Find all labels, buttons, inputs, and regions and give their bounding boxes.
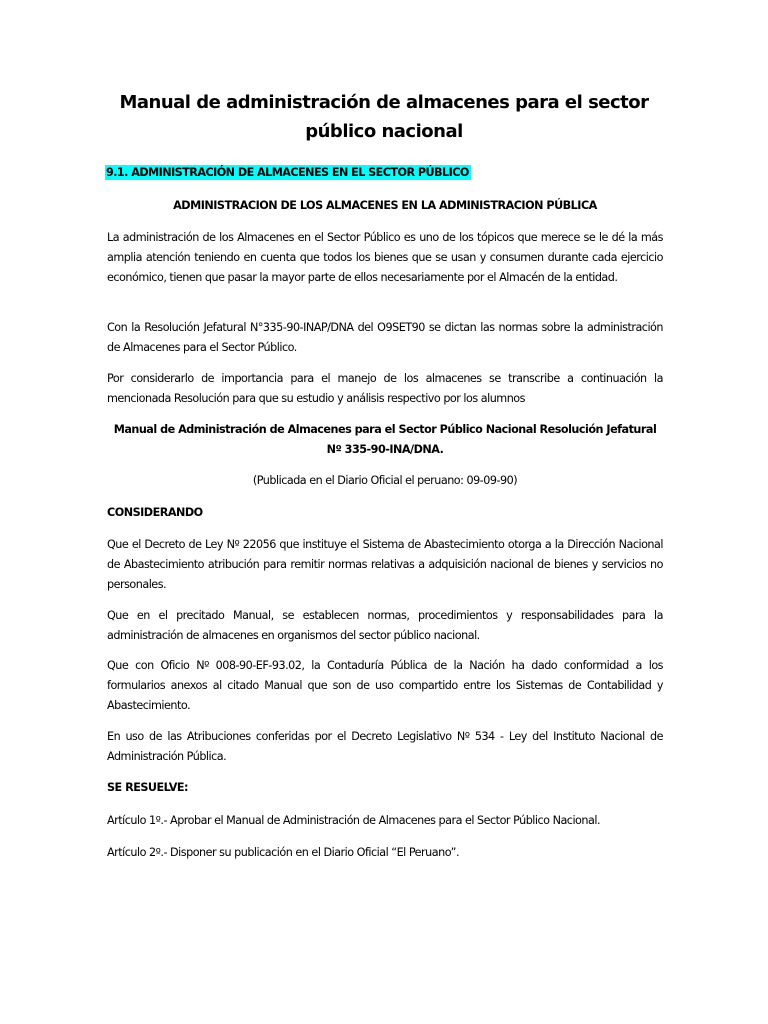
considerando-paragraph-3: Que con Oficio Nº 008-90-EF-93.02, la Contaduría Pública de la Nación ha dado conformidad a los formularios anexos al citado Manual que son de uso compartido entre los Sistemas de Contabilidad y Abastecimiento. bbox=[107, 659, 663, 712]
resolution-title: Manual de Administración de Almacenes para el Sector Público Nacional Resolución Jefatural Nº 335-90-INA/DNA. bbox=[113, 423, 657, 456]
section-heading-highlight: 9.1. ADMINISTRACIÓN DE ALMACENES EN EL SECTOR PÚBLICO bbox=[106, 166, 469, 179]
article-1: Artículo 1º.- Aprobar el Manual de Administración de Almacenes para el Sector Público Nacional. bbox=[107, 814, 601, 827]
se-resuelve-label: SE RESUELVE: bbox=[107, 781, 188, 794]
subheading: ADMINISTRACION DE LOS ALMACENES EN LA ADMINISTRACION PÚBLICA bbox=[173, 199, 597, 212]
publication-note: (Publicada en el Diario Oficial el peruano: 09-09-90) bbox=[252, 474, 518, 487]
considerando-paragraph-2: Que en el precitado Manual, se establecen normas, procedimientos y responsabilidades para la administración de almacenes en organismos del sector público nacional. bbox=[107, 609, 663, 642]
considerando-paragraph-4: En uso de las Atribuciones conferidas por el Decreto Legislativo Nº 534 - Ley del Instituto Nacional de Administración Pública. bbox=[107, 730, 663, 763]
article-2: Artículo 2º.- Disponer su publicación en el Diario Oficial “El Peruano”. bbox=[107, 846, 459, 859]
section-heading bbox=[105, 164, 471, 182]
considerando-paragraph-1: Que el Decreto de Ley Nº 22056 que instituye el Sistema de Abastecimiento otorga a la Dirección Nacional de Abastecimiento atribución para remitir normas relativas a adquisición nacional de bienes y servicios no personales. bbox=[107, 538, 663, 591]
document-title: Manual de administración de almacenes para el sector público nacional bbox=[119, 92, 649, 142]
considerando-label: CONSIDERANDO bbox=[107, 506, 203, 519]
intro-paragraph-3: Por considerarlo de importancia para el manejo de los almacenes se transcribe a continuación la mencionada Resolución para que su estudio y análisis respectivo por los alumnos bbox=[107, 372, 663, 405]
intro-paragraph-1: La administración de los Almacenes en el Sector Público es uno de los tópicos que merece se le dé la más amplia atención teniendo en cuenta que todos los bienes que se usan y consumen durante cada ejercicio económico, tienen que pasar la mayor parte de ellos necesariamente por el Almacén de la entidad. bbox=[107, 231, 663, 284]
intro-paragraph-2: Con la Resolución Jefatural N°335-90-INAP/DNA del O9SET90 se dictan las normas sobre la administración de Almacenes para el Sector Público. bbox=[107, 321, 663, 354]
